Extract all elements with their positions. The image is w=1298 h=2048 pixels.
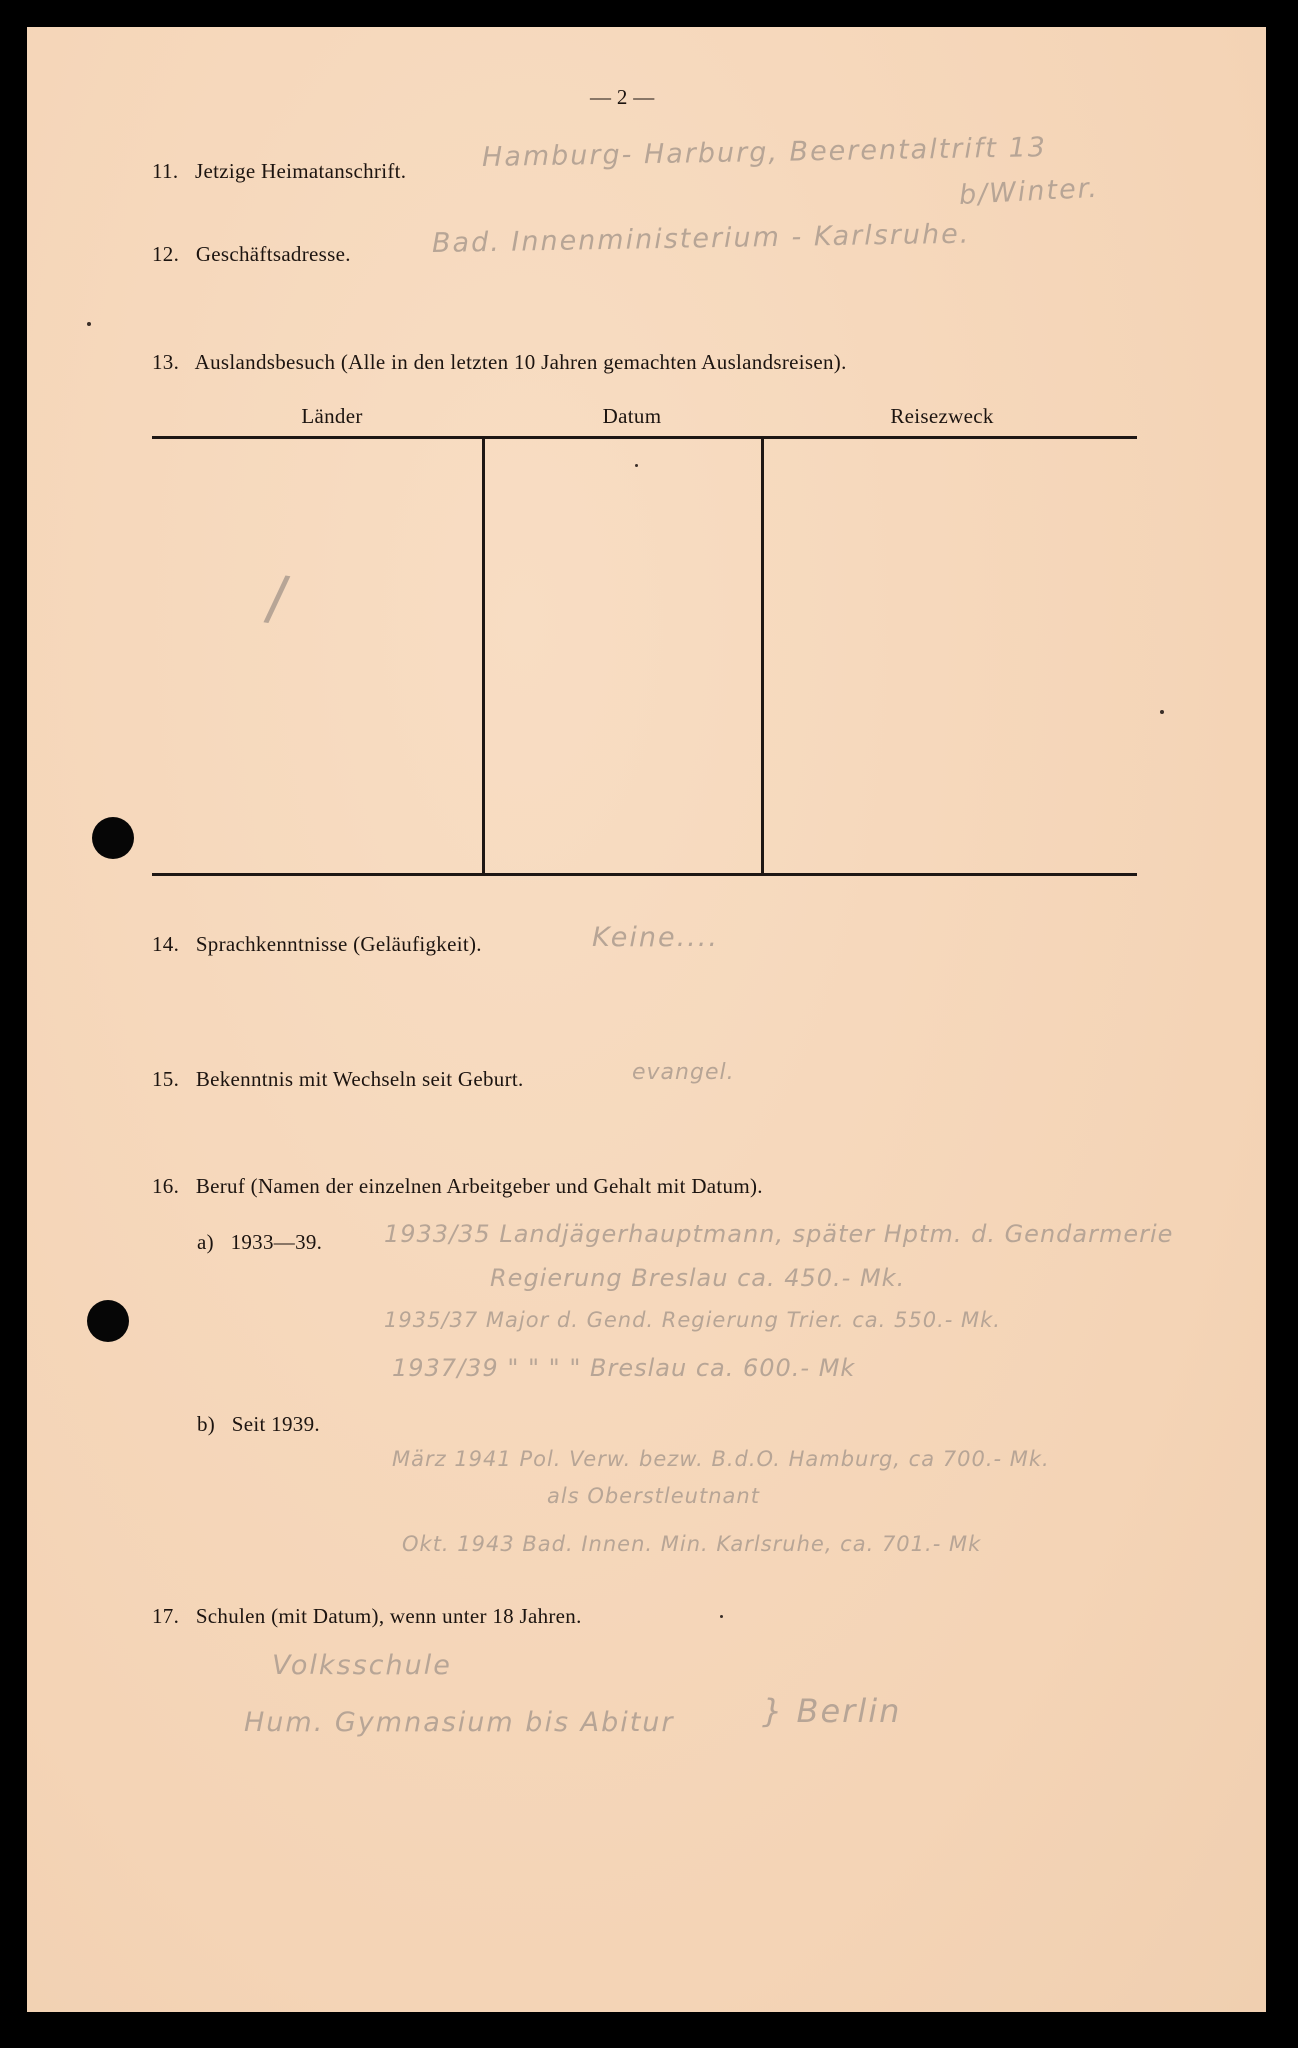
q16-text: Beruf (Namen der einzelnen Arbeitgeber und Gehalt mit Datum). [195, 1174, 763, 1198]
q16b-letter: b) [197, 1412, 216, 1436]
q16a-letter: a) [197, 1230, 214, 1254]
q17-answer-place: } Berlin [762, 1692, 902, 1730]
form-page [27, 27, 1266, 2012]
q12-number: 12. [152, 242, 180, 266]
q17-label [152, 1604, 582, 1629]
q16a-entry-2: Regierung Breslau ca. 450.- Mk. [490, 1264, 906, 1292]
table-top-rule [152, 436, 1137, 439]
q12-label [152, 242, 351, 267]
q15-label [152, 1067, 524, 1092]
q16-number: 16. [152, 1174, 180, 1198]
q17-answer-line2: Hum. Gymnasium bis Abitur [244, 1707, 675, 1738]
table-bottom-rule [152, 873, 1137, 876]
q16a-label [197, 1230, 322, 1255]
q16a-period: 1933—39. [230, 1230, 323, 1254]
q15-number: 15. [152, 1067, 180, 1091]
q16a-entry-4: 1937/39 " " " " Breslau ca. 600.- Mk [392, 1354, 856, 1382]
punch-hole-top [92, 817, 134, 859]
q15-text: Bekenntnis mit Wechseln seit Geburt. [195, 1067, 524, 1091]
q14-label [152, 932, 482, 957]
q17-number: 17. [152, 1604, 180, 1628]
table-divider-2 [761, 437, 764, 875]
q11-answer-line1: Hamburg- Harburg, Beerentaltrift 13 [481, 132, 1048, 173]
q13-number: 13. [152, 350, 180, 374]
table-header-datum: Datum [602, 404, 662, 428]
q16b-period: Seit 1939. [231, 1412, 320, 1436]
paper-speck [1160, 710, 1164, 714]
q16a-entry-1: 1933/35 Landjägerhauptmann, später Hptm. d. Gendarmerie [384, 1220, 1174, 1248]
q16b-entry-2: als Oberstleutnant [547, 1484, 760, 1508]
q14-number: 14. [152, 932, 180, 956]
table-header-laender: Länder [301, 404, 363, 428]
q11-text: Jetzige Heimatanschrift. [195, 159, 407, 183]
q11-label [152, 159, 406, 184]
q11-number: 11. [152, 159, 179, 183]
q17-answer-line1: Volksschule [272, 1650, 452, 1681]
q16b-entry-3: Okt. 1943 Bad. Innen. Min. Karlsruhe, ca. 701.- Mk [402, 1532, 982, 1556]
q13-label [152, 350, 847, 375]
q16a-entry-3: 1935/37 Major d. Gend. Regierung Trier. ca. 550.- Mk. [384, 1308, 1001, 1332]
q12-text: Geschäftsadresse. [195, 242, 351, 266]
table-entry-slash: / [262, 562, 292, 635]
q16-label [152, 1174, 763, 1199]
q11-answer-line2: b/Winter. [958, 172, 1100, 211]
q14-answer: Keine.... [592, 922, 719, 953]
q16b-label [197, 1412, 320, 1437]
paper-speck [87, 322, 91, 326]
q17-text: Schulen (mit Datum), wenn unter 18 Jahren. [195, 1604, 582, 1628]
table-header-reisezweck: Reisezweck [890, 404, 994, 428]
q13-text: Auslandsbesuch (Alle in den letzten 10 Jahren gemachten Auslandsreisen). [194, 350, 847, 374]
table-divider-1 [482, 437, 485, 875]
q16b-entry-1: März 1941 Pol. Verw. bezw. B.d.O. Hamburg, ca 700.- Mk. [392, 1447, 1050, 1471]
q12-answer: Bad. Innenministerium - Karlsruhe. [431, 218, 971, 259]
punch-hole-bottom [87, 1300, 129, 1342]
q14-text: Sprachkenntnisse (Geläufigkeit). [195, 932, 482, 956]
q15-answer: evangel. [632, 1060, 735, 1085]
paper-speck [635, 464, 638, 467]
paper-speck [720, 1615, 723, 1618]
page-number: — 2 — [590, 85, 655, 109]
